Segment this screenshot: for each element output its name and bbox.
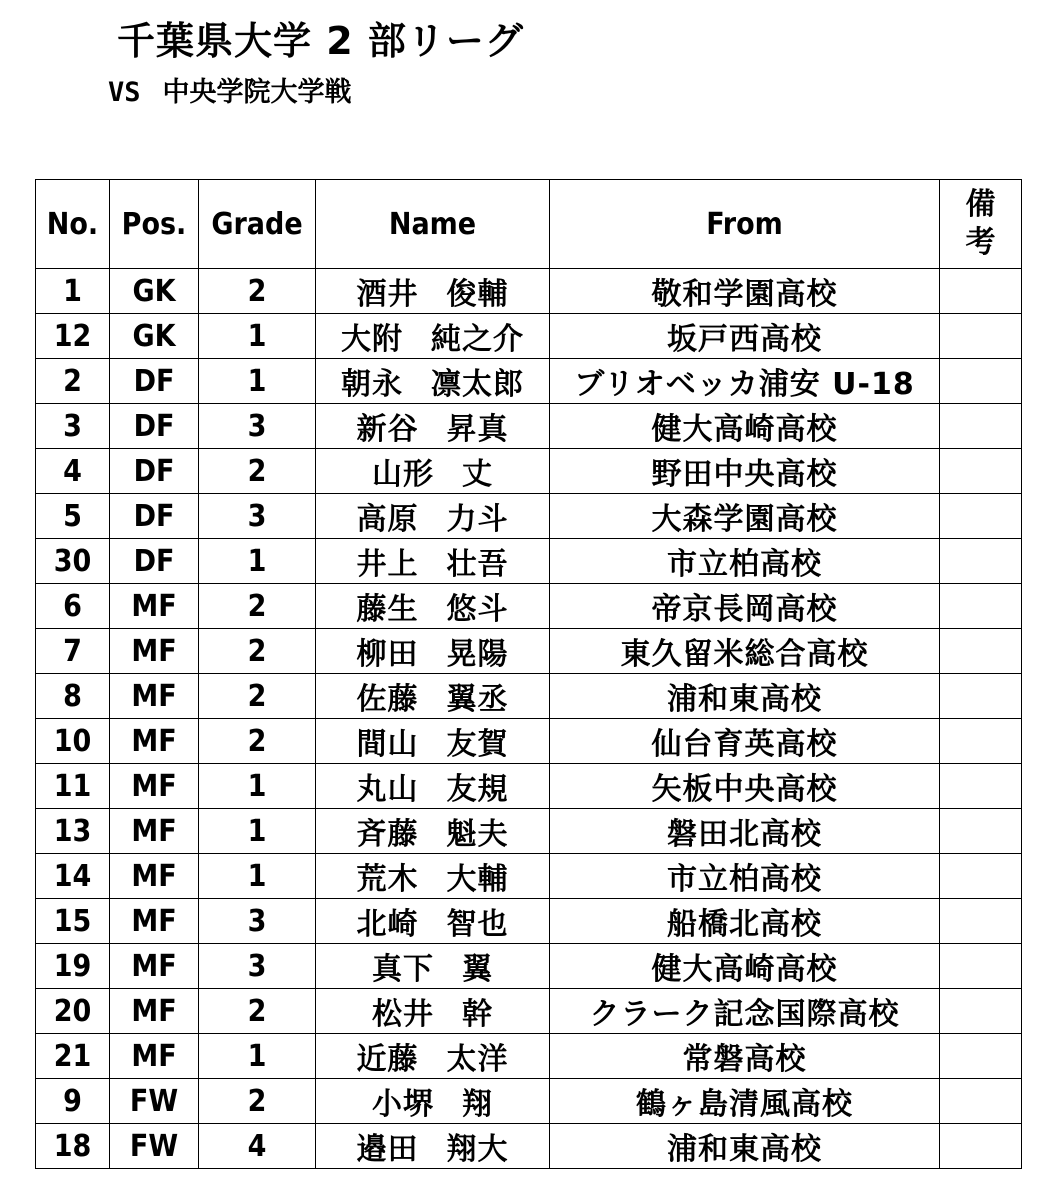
cell-name xyxy=(316,494,550,539)
cell-name xyxy=(316,359,550,404)
cell-pos: FW xyxy=(110,1124,199,1169)
column-header-note xyxy=(940,180,1022,269)
cell-no: 4 xyxy=(36,449,110,494)
family-name: 井上 xyxy=(356,547,419,582)
cell-grade: 1 xyxy=(199,854,316,899)
cell-note xyxy=(940,539,1022,584)
given-name: 翔 xyxy=(462,1087,493,1122)
cell-no: 6 xyxy=(36,584,110,629)
cell-name xyxy=(316,989,550,1034)
table-row xyxy=(36,989,1022,1034)
cell-from: 鶴ヶ島清風高校 xyxy=(550,1079,940,1124)
cell-no: 2 xyxy=(36,359,110,404)
table-row xyxy=(36,449,1022,494)
cell-note xyxy=(940,854,1022,899)
cell-grade: 2 xyxy=(199,1079,316,1124)
given-name: 友規 xyxy=(446,772,509,807)
cell-grade: 1 xyxy=(199,1034,316,1079)
cell-name xyxy=(316,314,550,359)
cell-from: 浦和東高校 xyxy=(550,674,940,719)
cell-note xyxy=(940,989,1022,1034)
given-name: 凛太郎 xyxy=(431,367,524,402)
cell-no: 12 xyxy=(36,314,110,359)
table-row xyxy=(36,494,1022,539)
cell-note xyxy=(940,494,1022,539)
cell-no: 15 xyxy=(36,899,110,944)
cell-note xyxy=(940,899,1022,944)
table-row xyxy=(36,269,1022,314)
given-name: 大輔 xyxy=(446,862,509,897)
family-name: 松井 xyxy=(372,997,434,1032)
cell-no: 11 xyxy=(36,764,110,809)
cell-pos: MF xyxy=(110,809,199,854)
cell-no: 20 xyxy=(36,989,110,1034)
cell-grade: 2 xyxy=(199,674,316,719)
cell-from: 坂戸西高校 xyxy=(550,314,940,359)
cell-from: 船橋北高校 xyxy=(550,899,940,944)
cell-name xyxy=(316,899,550,944)
cell-pos: MF xyxy=(110,854,199,899)
cell-name xyxy=(316,944,550,989)
given-name: 悠斗 xyxy=(446,592,509,627)
table-row xyxy=(36,764,1022,809)
cell-no: 18 xyxy=(36,1124,110,1169)
family-name: 新谷 xyxy=(356,412,419,447)
cell-grade: 3 xyxy=(199,899,316,944)
family-name: 真下 xyxy=(372,952,434,987)
cell-name xyxy=(316,1124,550,1169)
cell-pos: MF xyxy=(110,1034,199,1079)
cell-name xyxy=(316,719,550,764)
table-row xyxy=(36,359,1022,404)
cell-grade: 2 xyxy=(199,629,316,674)
cell-pos: FW xyxy=(110,1079,199,1124)
family-name: 佐藤 xyxy=(356,682,419,717)
cell-from: 仙台育英高校 xyxy=(550,719,940,764)
table-row xyxy=(36,314,1022,359)
given-name: 壮吾 xyxy=(446,547,509,582)
cell-no: 7 xyxy=(36,629,110,674)
cell-grade: 1 xyxy=(199,764,316,809)
cell-no: 21 xyxy=(36,1034,110,1079)
table-row xyxy=(36,674,1022,719)
cell-grade: 1 xyxy=(199,539,316,584)
cell-name xyxy=(316,809,550,854)
family-name: 大附 xyxy=(341,322,403,357)
column-header-name: Name xyxy=(316,180,550,269)
cell-pos: MF xyxy=(110,629,199,674)
column-header-grade: Grade xyxy=(199,180,316,269)
cell-pos: DF xyxy=(110,449,199,494)
cell-pos: DF xyxy=(110,494,199,539)
cell-name xyxy=(316,1079,550,1124)
cell-from: 帝京長岡高校 xyxy=(550,584,940,629)
cell-name xyxy=(316,1034,550,1079)
cell-grade: 1 xyxy=(199,359,316,404)
given-name: 翼 xyxy=(462,952,493,987)
note-header-char-2: 考 xyxy=(965,225,996,260)
given-name: 魁夫 xyxy=(446,817,509,852)
cell-note xyxy=(940,719,1022,764)
cell-from: 健大高崎高校 xyxy=(550,944,940,989)
page-title: 千葉県大学 2 部リーグ xyxy=(117,19,524,63)
cell-pos: MF xyxy=(110,989,199,1034)
table-row xyxy=(36,584,1022,629)
cell-grade: 3 xyxy=(199,944,316,989)
cell-from: 市立柏高校 xyxy=(550,854,940,899)
column-header-no: No. xyxy=(36,180,110,269)
family-name: 朝永 xyxy=(341,367,403,402)
table-row xyxy=(36,404,1022,449)
cell-pos: GK xyxy=(110,314,199,359)
family-name: 藤生 xyxy=(356,592,419,627)
roster-body xyxy=(36,269,1022,1169)
cell-from: 東久留米総合高校 xyxy=(550,629,940,674)
cell-pos: MF xyxy=(110,584,199,629)
cell-note xyxy=(940,314,1022,359)
table-row xyxy=(36,539,1022,584)
cell-note xyxy=(940,449,1022,494)
cell-name xyxy=(316,629,550,674)
given-name: 力斗 xyxy=(446,502,509,537)
cell-no: 13 xyxy=(36,809,110,854)
cell-grade: 2 xyxy=(199,584,316,629)
table-row xyxy=(36,629,1022,674)
table-row xyxy=(36,1079,1022,1124)
family-name: 斉藤 xyxy=(356,817,419,852)
cell-from: 敬和学園高校 xyxy=(550,269,940,314)
family-name: 荒木 xyxy=(356,862,419,897)
table-row xyxy=(36,1034,1022,1079)
cell-name xyxy=(316,584,550,629)
given-name: 太洋 xyxy=(446,1042,509,1077)
family-name: 丸山 xyxy=(356,772,419,807)
cell-no: 14 xyxy=(36,854,110,899)
given-name: 友賀 xyxy=(446,727,509,762)
cell-no: 5 xyxy=(36,494,110,539)
cell-from: 大森学園高校 xyxy=(550,494,940,539)
family-name: 小堺 xyxy=(372,1087,434,1122)
cell-note xyxy=(940,764,1022,809)
cell-note xyxy=(940,629,1022,674)
opponent-name: 中央学院大学戦 xyxy=(162,77,352,108)
given-name: 純之介 xyxy=(431,322,524,357)
cell-grade: 1 xyxy=(199,314,316,359)
cell-no: 19 xyxy=(36,944,110,989)
cell-pos: DF xyxy=(110,404,199,449)
cell-grade: 3 xyxy=(199,404,316,449)
cell-name xyxy=(316,404,550,449)
cell-name xyxy=(316,854,550,899)
cell-no: 9 xyxy=(36,1079,110,1124)
cell-note xyxy=(940,1124,1022,1169)
given-name: 丈 xyxy=(462,457,493,492)
cell-pos: GK xyxy=(110,269,199,314)
cell-from: 磐田北高校 xyxy=(550,809,940,854)
cell-name xyxy=(316,674,550,719)
cell-pos: DF xyxy=(110,539,199,584)
cell-grade: 3 xyxy=(199,494,316,539)
cell-grade: 2 xyxy=(199,719,316,764)
cell-no: 3 xyxy=(36,404,110,449)
cell-grade: 2 xyxy=(199,269,316,314)
cell-note xyxy=(940,809,1022,854)
cell-from: 浦和東高校 xyxy=(550,1124,940,1169)
cell-from: 矢板中央高校 xyxy=(550,764,940,809)
cell-note xyxy=(940,944,1022,989)
vs-label: VS xyxy=(108,77,141,108)
cell-name xyxy=(316,269,550,314)
cell-note xyxy=(940,1079,1022,1124)
cell-pos: MF xyxy=(110,719,199,764)
given-name: 昇真 xyxy=(446,412,509,447)
cell-grade: 1 xyxy=(199,809,316,854)
cell-pos: MF xyxy=(110,944,199,989)
family-name: 近藤 xyxy=(356,1042,419,1077)
column-header-from: From xyxy=(550,180,940,269)
table-header-row xyxy=(36,180,1022,269)
cell-name xyxy=(316,449,550,494)
cell-note xyxy=(940,269,1022,314)
cell-grade: 2 xyxy=(199,989,316,1034)
table-row xyxy=(36,809,1022,854)
cell-from: 常磐高校 xyxy=(550,1034,940,1079)
table-row xyxy=(36,719,1022,764)
family-name: 高原 xyxy=(356,502,419,537)
given-name: 俊輔 xyxy=(446,277,509,312)
cell-note xyxy=(940,1034,1022,1079)
cell-from: 野田中央高校 xyxy=(550,449,940,494)
cell-grade: 4 xyxy=(199,1124,316,1169)
cell-note xyxy=(940,359,1022,404)
cell-pos: MF xyxy=(110,764,199,809)
column-header-pos: Pos. xyxy=(110,180,199,269)
given-name: 翔大 xyxy=(446,1132,509,1167)
given-name: 晃陽 xyxy=(446,637,509,672)
cell-name xyxy=(316,764,550,809)
cell-pos: DF xyxy=(110,359,199,404)
table-row xyxy=(36,854,1022,899)
table-row xyxy=(36,1124,1022,1169)
page-header xyxy=(0,0,1055,170)
cell-from: クラーク記念国際高校 xyxy=(550,989,940,1034)
cell-note xyxy=(940,674,1022,719)
family-name: 山形 xyxy=(372,457,434,492)
table-row xyxy=(36,944,1022,989)
given-name: 幹 xyxy=(462,997,493,1032)
cell-no: 10 xyxy=(36,719,110,764)
cell-name xyxy=(316,539,550,584)
cell-note xyxy=(940,404,1022,449)
family-name: 酒井 xyxy=(356,277,419,312)
cell-from: 市立柏高校 xyxy=(550,539,940,584)
cell-no: 1 xyxy=(36,269,110,314)
note-header-char-1: 備 xyxy=(965,187,996,222)
cell-from: 健大高崎高校 xyxy=(550,404,940,449)
cell-grade: 2 xyxy=(199,449,316,494)
cell-pos: MF xyxy=(110,899,199,944)
given-name: 智也 xyxy=(446,907,509,942)
family-name: 北崎 xyxy=(356,907,419,942)
cell-from: ブリオベッカ浦安 U-18 xyxy=(550,359,940,404)
cell-note xyxy=(940,584,1022,629)
family-name: 柳田 xyxy=(356,637,419,672)
cell-pos: MF xyxy=(110,674,199,719)
cell-no: 8 xyxy=(36,674,110,719)
family-name: 間山 xyxy=(356,727,419,762)
given-name: 翼丞 xyxy=(446,682,509,717)
roster-table xyxy=(35,179,1022,1169)
match-subtitle xyxy=(108,70,352,109)
table-row xyxy=(36,899,1022,944)
cell-no: 30 xyxy=(36,539,110,584)
family-name: 邉田 xyxy=(356,1132,419,1167)
